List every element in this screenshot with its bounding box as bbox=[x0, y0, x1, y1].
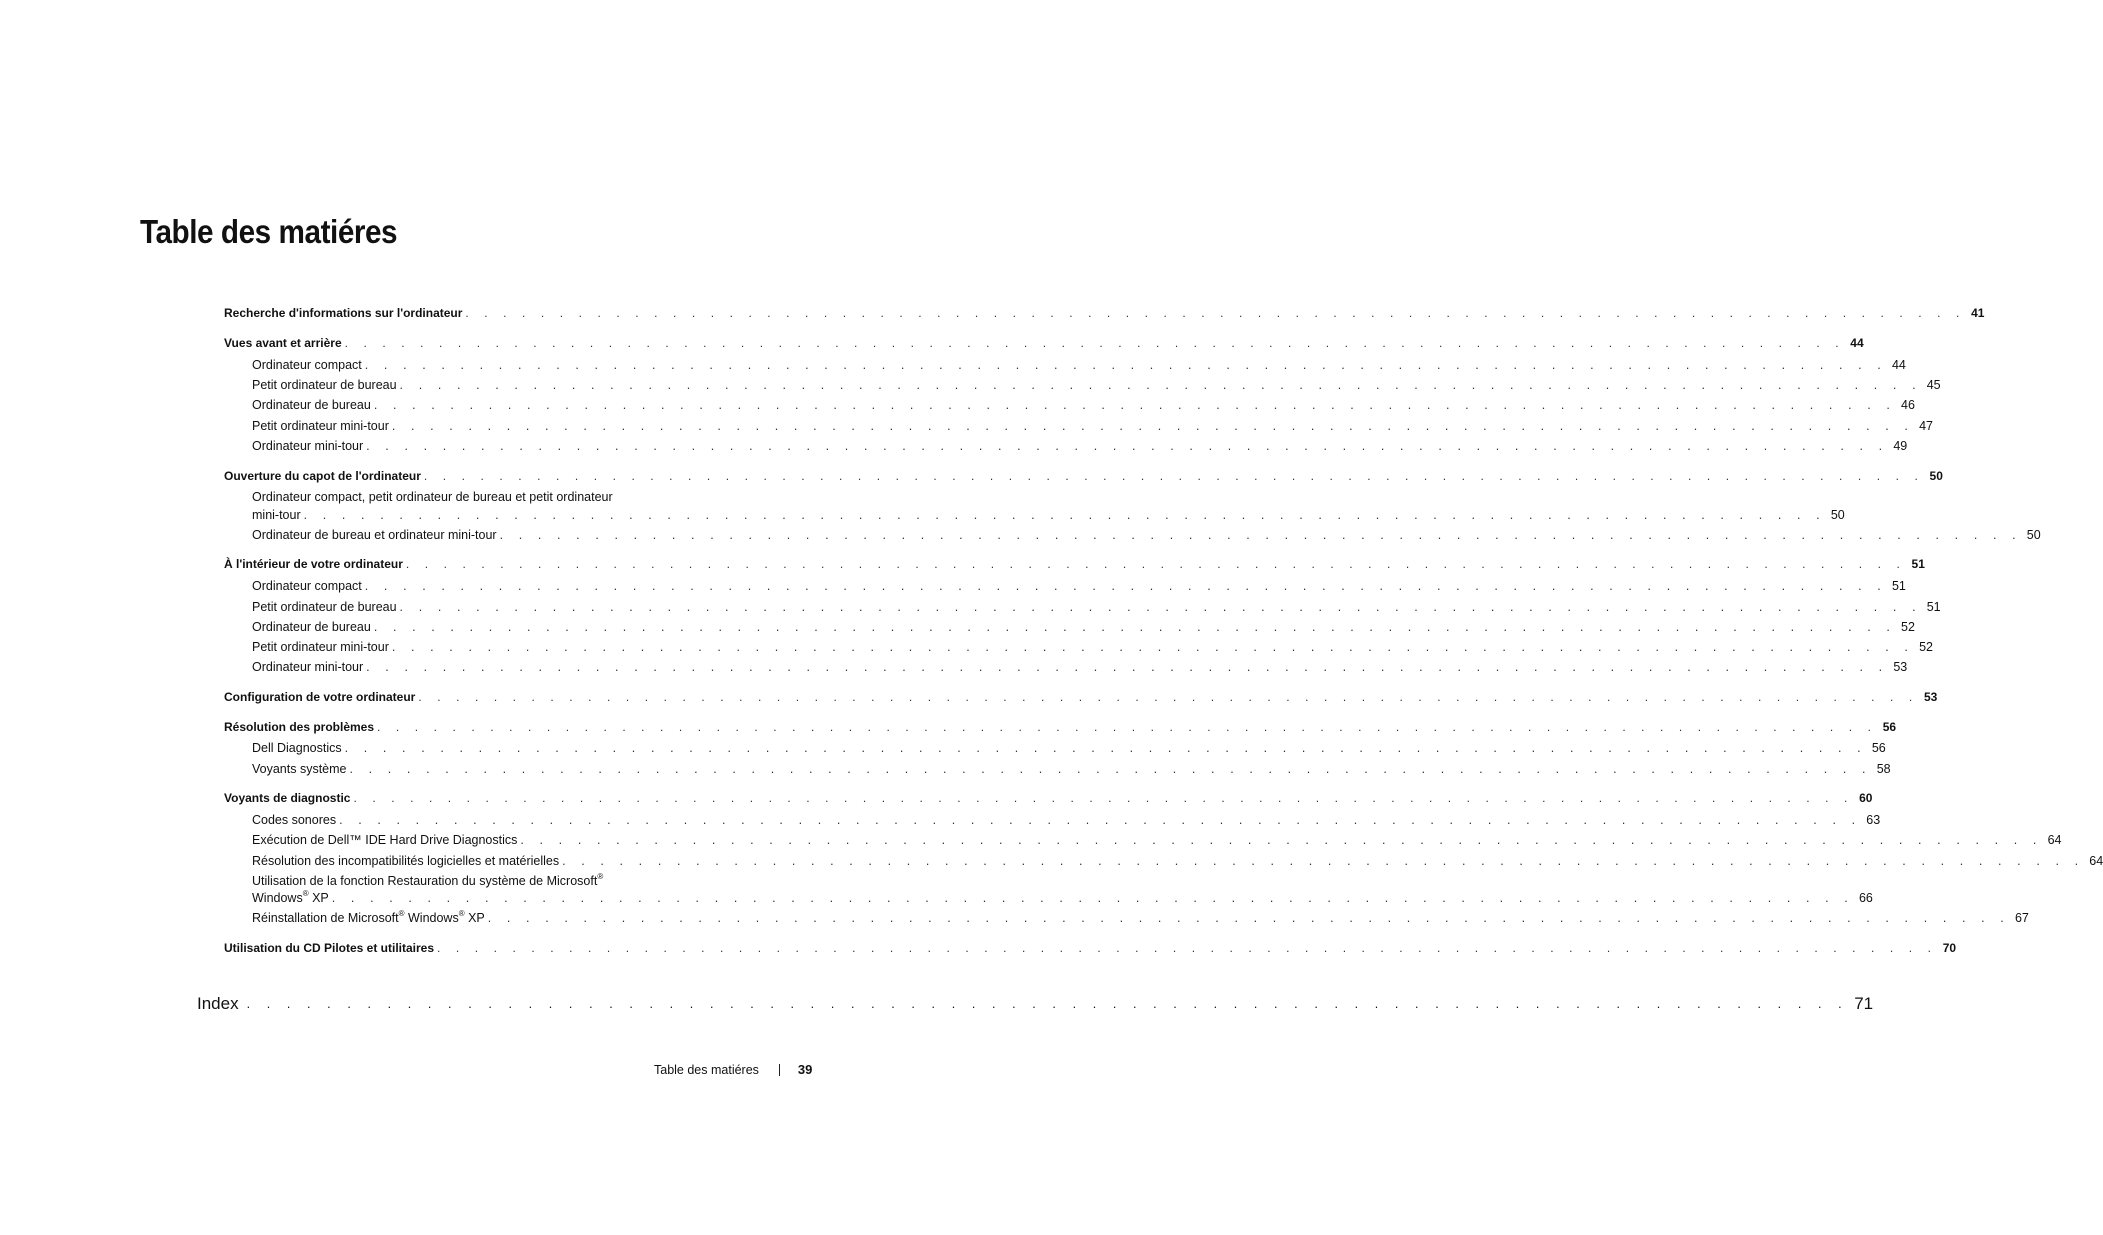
toc-subsection-entry[interactable] bbox=[252, 578, 1906, 594]
toc-subsection-entry[interactable] bbox=[252, 527, 2041, 543]
toc-section-entry[interactable] bbox=[224, 305, 1985, 321]
toc-section-entry[interactable] bbox=[224, 689, 1938, 705]
toc-section-entry[interactable] bbox=[224, 556, 1925, 572]
toc-entry-page: 45 bbox=[1926, 378, 1941, 392]
toc-entry-page: 52 bbox=[1919, 640, 1933, 654]
toc-entry-label: Résolution des problèmes bbox=[224, 720, 375, 734]
dot-leader: . . . . . . . . . . . . . . . . . . . . . . . . . . . . . . . . . . . . . . . . . . . . . . . . . . . . . . . . . . . . . . . . . . . . . . . . . . . . . . . . bbox=[399, 378, 1922, 392]
dot-leader: . . . . . . . . . . . . . . . . . . . . . . . . . . . . . . . . . . . . . . . . . . . . . . . . . . . . . . . . . . . . . . . . . . . . . . . . . . . . . . . . bbox=[423, 469, 1924, 483]
toc-subsection-entry[interactable] bbox=[252, 377, 1941, 393]
toc-entry-page: 50 bbox=[2026, 528, 2041, 542]
toc-entry-label: Ordinateur compact bbox=[252, 358, 362, 372]
toc-subsection-entry[interactable] bbox=[252, 761, 1891, 777]
toc-entry-label: Ordinateur mini-tour bbox=[252, 660, 364, 674]
page-footer bbox=[654, 1062, 812, 1077]
toc-entry-label: Ordinateur compact bbox=[252, 579, 362, 593]
toc-subsection-entry[interactable] bbox=[252, 832, 2062, 848]
toc-entry-page: 58 bbox=[1876, 762, 1891, 776]
toc-entry-page: 64 bbox=[2089, 854, 2103, 868]
toc-index-page: 71 bbox=[1854, 994, 1874, 1013]
toc-entry-label: Utilisation du CD Pilotes et utilitaires bbox=[224, 941, 435, 955]
toc-subsection-entry[interactable] bbox=[252, 619, 1915, 635]
toc-entry-page: 50 bbox=[1830, 508, 1845, 522]
dot-leader: . . . . . . . . . . . . . . . . . . . . . . . . . . . . . . . . . . . . . . . . . . . . . . . . . . . . . . . . . . . . . . . . . . . . . . . . . . . . . . . . bbox=[391, 640, 1914, 654]
dot-leader: . . . . . . . . . . . . . . . . . . . . . . . . . . . . . . . . . . . . . . . . . . . . . . . . . . . . . . . . . . . . . . . . . . . . . . . . . . . . . . . . bbox=[373, 398, 1896, 412]
toc-entry-label: Voyants de diagnostic bbox=[224, 791, 351, 805]
toc-entry-label: Exécution de Dell™ IDE Hard Drive Diagnostics bbox=[252, 833, 518, 847]
toc-entry-page: 46 bbox=[1901, 398, 1915, 412]
dot-leader: . . . . . . . . . . . . . . . . . . . . . . . . . . . . . . . . . . . . . . . . . . . . . . . . . . . . . . . . . . . . . . . . . . . . . . . . . . . . . . . . bbox=[366, 439, 1889, 453]
toc-subsection-entry[interactable] bbox=[252, 812, 1881, 828]
toc-entry-page: 52 bbox=[1901, 620, 1915, 634]
toc-entry-page: 66 bbox=[1858, 891, 1873, 905]
toc-section-entry[interactable] bbox=[224, 719, 1897, 735]
toc-entry-page: 53 bbox=[1893, 660, 1908, 674]
toc-entry-label: Petit ordinateur mini-tour bbox=[252, 419, 389, 433]
toc-entry-page: 44 bbox=[1891, 358, 1906, 372]
toc-entry-page: 51 bbox=[1911, 557, 1925, 571]
toc-subsection-entry[interactable] bbox=[252, 507, 1845, 523]
toc-entry-page: 47 bbox=[1919, 419, 1933, 433]
toc-section-entry[interactable] bbox=[224, 940, 1957, 956]
toc-entry-label: mini-tour bbox=[252, 508, 301, 522]
dot-leader: . . . . . . . . . . . . . . . . . . . . . . . . . . . . . . . . . . . . . . . . . . . . . . . . . . . . . . . . . . . . . . . . . . . . . . . . . . . . . . . . bbox=[331, 891, 1854, 905]
toc-entry-page: 56 bbox=[1882, 720, 1897, 734]
toc-subsection-entry[interactable] bbox=[252, 853, 2103, 869]
toc-entry-label: À l'intérieur de votre ordinateur bbox=[224, 557, 403, 571]
dot-leader: . . . . . . . . . . . . . . . . . . . . . . . . . . . . . . . . . . . . . . . . . . . . . . . . . . . . . . . . . . . . . . . . . . . . . . . . . . . . . . . . bbox=[499, 528, 2022, 542]
toc-entry-page: 44 bbox=[1850, 336, 1864, 350]
toc-entry-label: Ordinateur de bureau et ordinateur mini-tour bbox=[252, 528, 497, 542]
dot-leader: . . . . . . . . . . . . . . . . . . . . . . . . . . . . . . . . . . . . . . . . . . . . . . . . . . . . . . . . . . . . . . . . . . . . . . . . . . . . . . . . bbox=[399, 600, 1922, 614]
dot-leader: . . . . . . . . . . . . . . . . . . . . . . . . . . . . . . . . . . . . . . . . . . . . . . . . . . . . . . . . . . . . . . . . . . . . . . . . . . . . . . . . bbox=[344, 336, 1845, 350]
toc-subsection-entry[interactable] bbox=[252, 418, 1933, 434]
toc-entry-label: Petit ordinateur de bureau bbox=[252, 378, 397, 392]
toc-entry-label: Ordinateur mini-tour bbox=[252, 439, 364, 453]
footer-separator bbox=[779, 1064, 780, 1076]
toc-entry-page: 51 bbox=[1891, 579, 1906, 593]
dot-leader: . . . . . . . . . . . . . . . . . . . . . . . . . . . . . . . . . . . . . . . . . . . . . . . . . . . . . . . . . . . . . . . . . . . . . . . . . . . . . . . . bbox=[246, 997, 1849, 1011]
dot-leader: . . . . . . . . . . . . . . . . . . . . . . . . . . . . . . . . . . . . . . . . . . . . . . . . . . . . . . . . . . . . . . . . . . . . . . . . . . . . . . . . bbox=[520, 833, 2043, 847]
toc-index-entry[interactable] bbox=[197, 994, 1874, 1014]
toc-entry-page: 60 bbox=[1859, 791, 1873, 805]
footer-page-number: 39 bbox=[797, 1062, 813, 1077]
dot-leader: . . . . . . . . . . . . . . . . . . . . . . . . . . . . . . . . . . . . . . . . . . . . . . . . . . . . . . . . . . . . . . . . . . . . . . . . . . . . . . . . bbox=[562, 854, 2085, 868]
toc-section-entry[interactable] bbox=[224, 468, 1943, 484]
toc-entry-page: 67 bbox=[2014, 911, 2029, 925]
toc-entry-label: Petit ordinateur de bureau bbox=[252, 600, 397, 614]
toc-subsection-entry[interactable] bbox=[252, 599, 1941, 615]
dot-leader: . . . . . . . . . . . . . . . . . . . . . . . . . . . . . . . . . . . . . . . . . . . . . . . . . . . . . . . . . . . . . . . . . . . . . . . . . . . . . . . . bbox=[418, 690, 1919, 704]
dot-leader: . . . . . . . . . . . . . . . . . . . . . . . . . . . . . . . . . . . . . . . . . . . . . . . . . . . . . . . . . . . . . . . . . . . . . . . . . . . . . . . . bbox=[437, 941, 1938, 955]
toc-subsection-entry[interactable] bbox=[252, 659, 1908, 675]
toc-subsection-entry[interactable] bbox=[252, 438, 1908, 454]
toc-entry-page: 70 bbox=[1942, 941, 1957, 955]
toc-entry-label: Configuration de votre ordinateur bbox=[224, 690, 416, 704]
toc-entry-label: Réinstallation de Microsoft® Windows® XP bbox=[252, 909, 485, 925]
dot-leader: . . . . . . . . . . . . . . . . . . . . . . . . . . . . . . . . . . . . . . . . . . . . . . . . . . . . . . . . . . . . . . . . . . . . . . . . . . . . . . . . bbox=[349, 762, 1872, 776]
dot-leader: . . . . . . . . . . . . . . . . . . . . . . . . . . . . . . . . . . . . . . . . . . . . . . . . . . . . . . . . . . . . . . . . . . . . . . . . . . . . . . . . bbox=[364, 579, 1887, 593]
toc-entry-label: Recherche d'informations sur l'ordinateur bbox=[224, 306, 463, 320]
toc-entry-page: 41 bbox=[1971, 306, 1985, 320]
toc-entry-page: 64 bbox=[2047, 833, 2062, 847]
toc-subsection-entry[interactable] bbox=[252, 357, 1906, 373]
toc-section-entry[interactable] bbox=[224, 335, 1864, 351]
dot-leader: . . . . . . . . . . . . . . . . . . . . . . . . . . . . . . . . . . . . . . . . . . . . . . . . . . . . . . . . . . . . . . . . . . . . . . . . . . . . . . . . bbox=[353, 791, 1854, 805]
toc-entry-label: Ordinateur de bureau bbox=[252, 620, 371, 634]
toc-entry-page: 49 bbox=[1893, 439, 1908, 453]
toc-section-entry[interactable] bbox=[224, 790, 1873, 806]
toc-entry-page: 53 bbox=[1924, 690, 1938, 704]
dot-leader: . . . . . . . . . . . . . . . . . . . . . . . . . . . . . . . . . . . . . . . . . . . . . . . . . . . . . . . . . . . . . . . . . . . . . . . . . . . . . . . . bbox=[405, 557, 1906, 571]
toc-subsection-entry[interactable] bbox=[252, 740, 1886, 756]
toc-subsection-entry[interactable] bbox=[252, 889, 1873, 906]
dot-leader: . . . . . . . . . . . . . . . . . . . . . . . . . . . . . . . . . . . . . . . . . . . . . . . . . . . . . . . . . . . . . . . . . . . . . . . . . . . . . . . . bbox=[339, 813, 1862, 827]
dot-leader: . . . . . . . . . . . . . . . . . . . . . . . . . . . . . . . . . . . . . . . . . . . . . . . . . . . . . . . . . . . . . . . . . . . . . . . . . . . . . . . . bbox=[465, 306, 1966, 320]
dot-leader: . . . . . . . . . . . . . . . . . . . . . . . . . . . . . . . . . . . . . . . . . . . . . . . . . . . . . . . . . . . . . . . . . . . . . . . . . . . . . . . . bbox=[377, 720, 1878, 734]
toc-entry-page: 63 bbox=[1866, 813, 1881, 827]
toc-entry-page: 51 bbox=[1926, 600, 1941, 614]
page-title: Table des matiéres bbox=[140, 213, 398, 250]
toc-entry-label-line1: Utilisation de la fonction Restauration du système de Microsoft® bbox=[252, 872, 604, 888]
toc-subsection-entry[interactable] bbox=[252, 397, 1915, 413]
toc-subsection-entry[interactable] bbox=[252, 639, 1933, 655]
dot-leader: . . . . . . . . . . . . . . . . . . . . . . . . . . . . . . . . . . . . . . . . . . . . . . . . . . . . . . . . . . . . . . . . . . . . . . . . . . . . . . . . bbox=[391, 419, 1914, 433]
toc-entry-label: Vues avant et arrière bbox=[224, 336, 342, 350]
toc-entry-page: 50 bbox=[1929, 469, 1943, 483]
dot-leader: . . . . . . . . . . . . . . . . . . . . . . . . . . . . . . . . . . . . . . . . . . . . . . . . . . . . . . . . . . . . . . . . . . . . . . . . . . . . . . . . bbox=[364, 358, 1887, 372]
toc-entry-label: Windows® XP bbox=[252, 889, 329, 905]
toc-entry-label: Petit ordinateur mini-tour bbox=[252, 640, 389, 654]
dot-leader: . . . . . . . . . . . . . . . . . . . . . . . . . . . . . . . . . . . . . . . . . . . . . . . . . . . . . . . . . . . . . . . . . . . . . . . . . . . . . . . . bbox=[366, 660, 1889, 674]
dot-leader: . . . . . . . . . . . . . . . . . . . . . . . . . . . . . . . . . . . . . . . . . . . . . . . . . . . . . . . . . . . . . . . . . . . . . . . . . . . . . . . . bbox=[487, 911, 2010, 925]
toc-subsection-entry[interactable] bbox=[252, 909, 2029, 926]
toc-entry-label: Ordinateur de bureau bbox=[252, 398, 371, 412]
footer-section-title: Table des matiéres bbox=[654, 1062, 759, 1077]
dot-leader: . . . . . . . . . . . . . . . . . . . . . . . . . . . . . . . . . . . . . . . . . . . . . . . . . . . . . . . . . . . . . . . . . . . . . . . . . . . . . . . . bbox=[373, 620, 1896, 634]
toc-entry-label: Ouverture du capot de l'ordinateur bbox=[224, 469, 421, 483]
toc-entry-label: Codes sonores bbox=[252, 813, 337, 827]
toc-entry-label: Dell Diagnostics bbox=[252, 741, 342, 755]
toc-index-label: Index bbox=[197, 994, 239, 1013]
toc-entry-page: 56 bbox=[1871, 741, 1886, 755]
toc-entry-label: Voyants système bbox=[252, 762, 347, 776]
dot-leader: . . . . . . . . . . . . . . . . . . . . . . . . . . . . . . . . . . . . . . . . . . . . . . . . . . . . . . . . . . . . . . . . . . . . . . . . . . . . . . . . bbox=[303, 508, 1826, 522]
toc-entry-label: Résolution des incompatibilités logicielles et matérielles bbox=[252, 854, 560, 868]
dot-leader: . . . . . . . . . . . . . . . . . . . . . . . . . . . . . . . . . . . . . . . . . . . . . . . . . . . . . . . . . . . . . . . . . . . . . . . . . . . . . . . . bbox=[344, 741, 1867, 755]
toc-entry-label-line1: Ordinateur compact, petit ordinateur de bureau et petit ordinateur bbox=[252, 490, 613, 504]
